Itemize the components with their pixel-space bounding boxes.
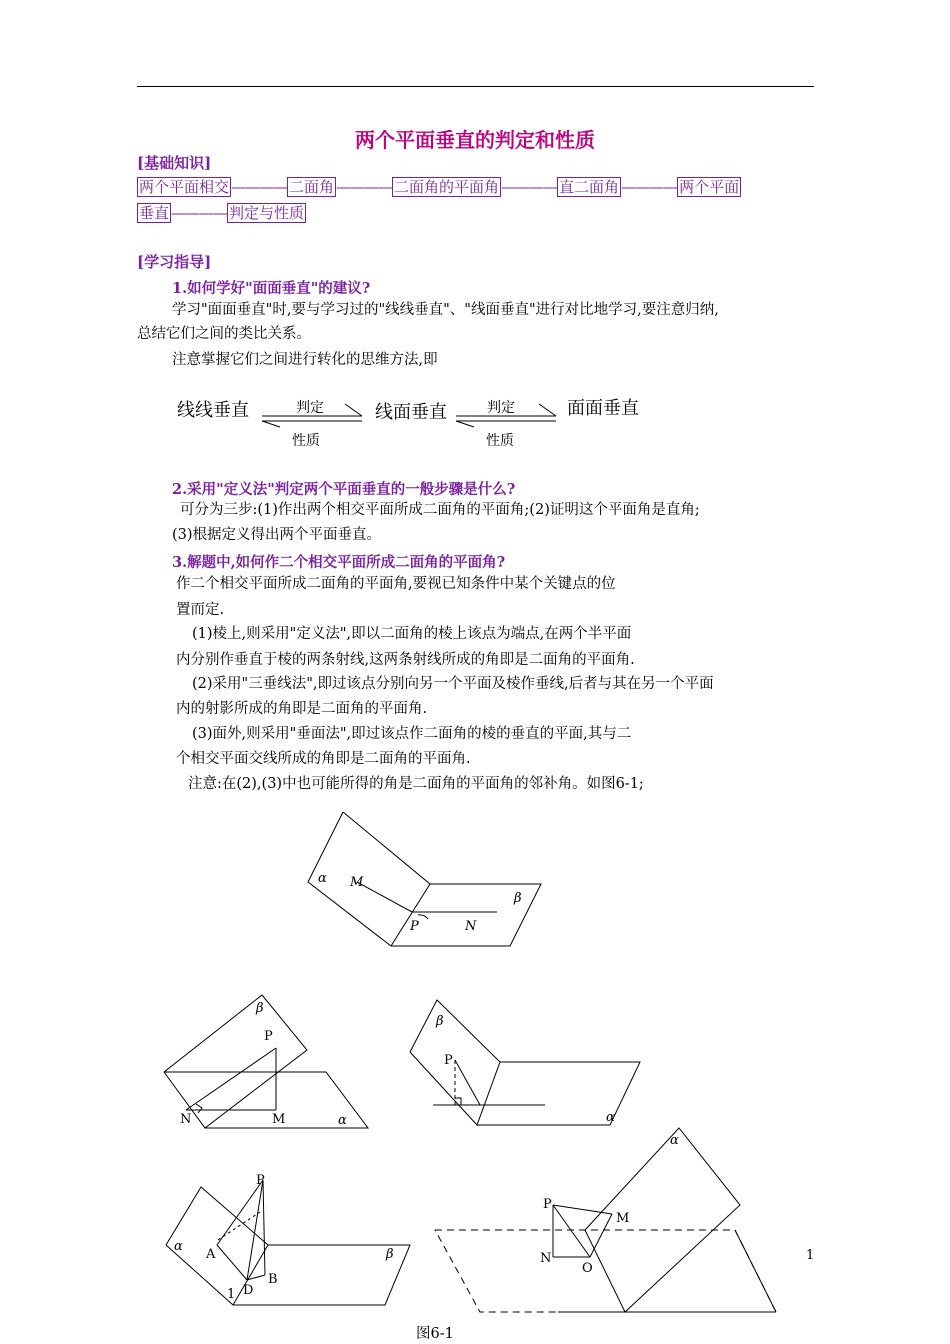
flow-item-7: 判定与性质 — [229, 204, 305, 222]
label-beta: β — [386, 1247, 394, 1262]
transform-a: 线线垂直 — [177, 400, 249, 421]
transform-b: 线面垂直 — [375, 402, 447, 423]
label-beta: β — [256, 1001, 264, 1016]
label-M: M — [272, 1112, 286, 1127]
paragraph: 个相交平面交线所成的角即是二面角的平面角. — [176, 751, 471, 767]
figure-left-middle — [164, 995, 368, 1128]
section-basic-heading: [基础知识] — [137, 154, 212, 172]
transform-backward-label: 性质 — [486, 433, 514, 449]
paragraph: 作二个相交平面所成二面角的平面角,要视已知条件中某个关键点的位 — [176, 576, 616, 592]
label-alpha: α — [606, 1110, 615, 1125]
label-alpha: α — [670, 1133, 679, 1148]
flow-dash: ———— — [621, 178, 678, 196]
label-O: O — [582, 1261, 593, 1276]
label-P: P — [543, 1197, 552, 1212]
label-P: P — [444, 1053, 453, 1068]
label-beta: β — [436, 1014, 444, 1029]
figure-right-bottom — [435, 1128, 776, 1312]
label-alpha: α — [338, 1113, 347, 1128]
flow-item-4: 直二面角 — [559, 178, 620, 196]
transform-forward-label: 判定 — [296, 400, 324, 416]
label-P: P — [410, 919, 419, 934]
flow-item-5: 两个平面 — [679, 178, 740, 196]
flow-dash: ———— — [336, 178, 393, 196]
paragraph: 注意掌握它们之间进行转化的思维方法,即 — [172, 352, 438, 368]
label-M: M — [350, 875, 364, 890]
label-1: 1 — [227, 1287, 236, 1302]
flow-item-3: 二面角的平面角 — [394, 178, 500, 196]
paragraph: 置而定. — [176, 602, 225, 618]
figure-left-bottom — [166, 1180, 410, 1305]
paragraph: (1)棱上,则采用"定义法",即以二面角的棱上该点为端点,在两个半平面 — [192, 626, 632, 642]
label-A: A — [206, 1247, 216, 1262]
flow-item-2: 二面角 — [289, 178, 335, 196]
transform-backward-label: 性质 — [292, 433, 320, 449]
paragraph: 注意:在(2),(3)中也可能所得的角是二面角的平面角的邻补角。如图6-1; — [188, 776, 644, 792]
paragraph: 总结它们之间的类比关系。 — [137, 326, 311, 342]
flow-dash: ———— — [171, 204, 228, 222]
transform-c: 面面垂直 — [567, 398, 639, 419]
paragraph: (2)采用"三垂线法",即过该点分别向另一个平面及棱作垂线,后者与其在另一个平面 — [192, 676, 714, 692]
label-M: M — [616, 1211, 630, 1226]
page-number: 1 — [806, 1248, 815, 1263]
question-2: 2.采用"定义法"判定两个平面垂直的一般步骤是什么? — [172, 481, 516, 498]
label-P: P — [256, 1173, 265, 1188]
paragraph: 内分别作垂直于棱的两条射线,这两条射线所成的角即是二面角的平面角. — [176, 652, 635, 668]
label-N: N — [465, 919, 477, 934]
page-title: 两个平面垂直的判定和性质 — [355, 128, 595, 152]
flow-item-6: 垂直 — [139, 204, 170, 222]
label-N: N — [180, 1112, 192, 1127]
label-N: N — [540, 1251, 552, 1266]
label-D: D — [243, 1283, 254, 1298]
figure-caption: 图6-1 — [416, 1326, 454, 1342]
transform-forward-label: 判定 — [487, 400, 515, 416]
figure-top — [308, 812, 541, 946]
question-3: 3.解题中,如何作二个相交平面所成二面角的平面角? — [172, 554, 506, 571]
label-alpha: α — [174, 1239, 183, 1254]
paragraph: (3)根据定义得出两个平面垂直。 — [172, 527, 382, 543]
label-B: B — [268, 1272, 278, 1287]
question-1: 1.如何学好"面面垂直"的建议? — [172, 280, 371, 297]
label-alpha: α — [318, 871, 327, 886]
paragraph: 学习"面面垂直"时,要与学习过的"线线垂直"、"线面垂直"进行对比地学习,要注意归纳, — [172, 302, 719, 318]
label-beta: β — [514, 891, 522, 906]
paragraph: 可分为三步:(1)作出两个相交平面所成二面角的平面角;(2)证明这个平面角是直角; — [180, 502, 700, 518]
paragraph: 内的射影所成的角即是二面角的平面角. — [176, 701, 428, 717]
flow-dash: ———— — [501, 178, 558, 196]
label-P: P — [264, 1029, 273, 1044]
flow-item-1: 两个平面相交 — [139, 178, 230, 196]
section-guide-heading: [学习指导] — [137, 253, 212, 271]
flow-dash: ———— — [231, 178, 288, 196]
paragraph: (3)面外,则采用"垂面法",即过该点作二面角的棱的垂直的平面,其与二 — [192, 726, 632, 742]
